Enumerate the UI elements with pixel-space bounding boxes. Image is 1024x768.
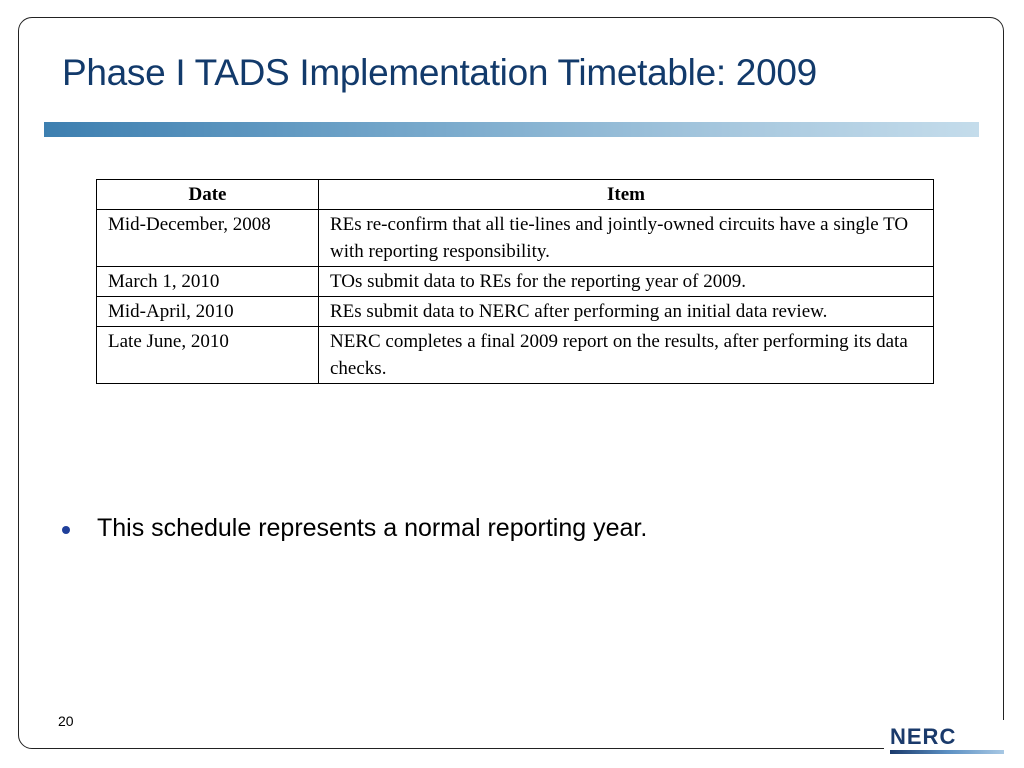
- logo-underline-bar: [890, 750, 1004, 754]
- bullet-text: This schedule represents a normal reporting year.: [97, 514, 648, 542]
- bullet-item: [62, 514, 647, 543]
- item-cell: TOs submit data to REs for the reporting year of 2009.: [319, 267, 934, 297]
- item-cell: NERC completes a final 2009 report on the results, after performing its data checks.: [319, 327, 934, 384]
- table-row: [97, 327, 934, 384]
- slide-title: Phase I TADS Implementation Timetable: 2009: [62, 52, 817, 93]
- timetable-table: [96, 179, 934, 384]
- logo-text: NERC: [890, 724, 957, 749]
- date-cell: Mid-April, 2010: [97, 297, 319, 327]
- date-cell: Late June, 2010: [97, 327, 319, 384]
- item-cell: REs re-confirm that all tie-lines and jointly-owned circuits have a single TO with reporting responsibility.: [319, 210, 934, 267]
- bullet-dot-icon: [62, 526, 70, 534]
- table-row: [97, 297, 934, 327]
- nerc-logo-icon: [884, 720, 1004, 762]
- title-divider-bar: [44, 122, 979, 137]
- column-header-item: Item: [319, 180, 934, 210]
- table-row: [97, 210, 934, 267]
- table-header-row: [97, 180, 934, 210]
- date-cell: March 1, 2010: [97, 267, 319, 297]
- column-header-date: Date: [97, 180, 319, 210]
- table-row: [97, 267, 934, 297]
- date-cell: Mid-December, 2008: [97, 210, 319, 267]
- item-cell: REs submit data to NERC after performing an initial data review.: [319, 297, 934, 327]
- page-number: 20: [58, 713, 74, 729]
